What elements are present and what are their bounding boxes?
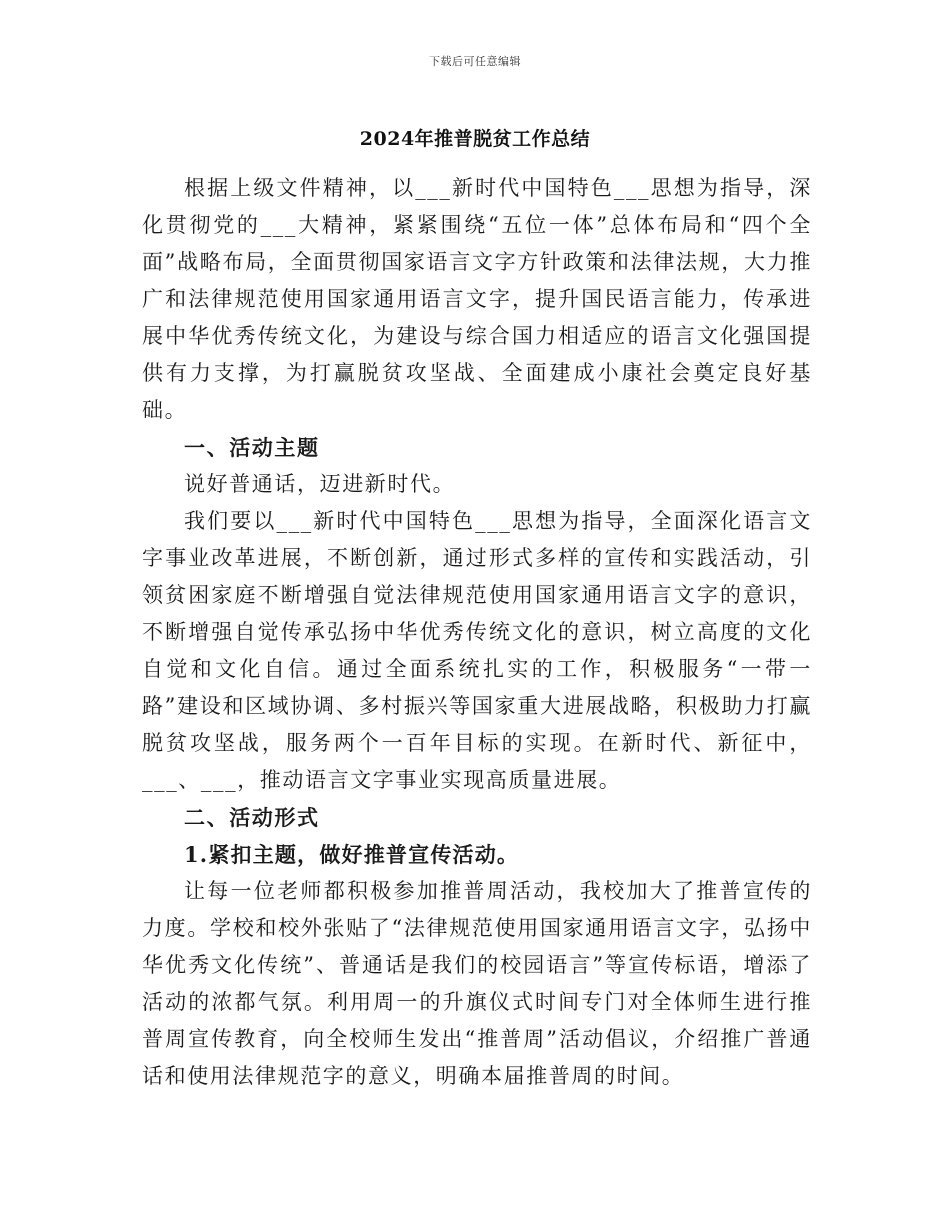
section-1-heading: 一、活动主题 <box>184 435 320 460</box>
section-1-paragraph: 我们要以___新时代中国特色___思想为指导，全面深化语言文字事业改革进展，不断创新，通过形式多样的宣传和实践活动，引领贫困家庭不断增强自觉法律规范使用国家通用语言文字的意识，不断增强自觉传承弘扬中华优秀传统文化的意识，树立高度的文化自觉和文化自信。通过全面系统扎实的工作，积极服务“一带一路”建设和区域协调、多村振兴等国家重大进展战略，积极助力打赢脱贫攻坚战，服务两个一百年目标的实现。在新时代、新征中，___、___，推动语言文字事业实现高质量进展。 <box>142 509 812 792</box>
document-body <box>142 170 812 1095</box>
section-2-paragraph: 让每一位老师都积极参加推普周活动，我校加大了推普宣传的力度。学校和校外张贴了“法律规范使用国家通用语言文字，弘扬中华优秀文化传统”、普通话是我们的校园语言”等宣传标语，增添了活动的浓都气氛。利用周一的升旗仪式时间专门对全体师生进行推普周宣传教育，向全校师生发出“推普周”活动倡议，介绍推广普通话和使用法律规范字的意义，明确本届推普周的时间。 <box>142 879 812 1088</box>
page-title: 2024年推普脱贫工作总结 <box>359 128 591 150</box>
section-2-subheading: 1.紧扣主题，做好推普宣传活动。 <box>184 842 520 867</box>
section-1-slogan: 说好普通话，迈进新时代。 <box>184 472 456 496</box>
header-note: 下载后可任意编辑 <box>429 55 521 68</box>
section-2-heading: 二、活动形式 <box>184 805 320 830</box>
intro-paragraph: 根据上级文件精神，以___新时代中国特色___思想为指导，深化贯彻党的___大精神，紧紧围绕“五位一体”总体布局和“四个全面”战略布局，全面贯彻国家语言文字方针政策和法律法规，大力推广和法律规范使用国家通用语言文字，提升国民语言能力，传承进展中华优秀传统文化，为建设与综合国力相适应的语言文化强国提供有力支撑，为打赢脱贫攻坚战、全面建成小康社会奠定良好基础。 <box>142 176 812 422</box>
